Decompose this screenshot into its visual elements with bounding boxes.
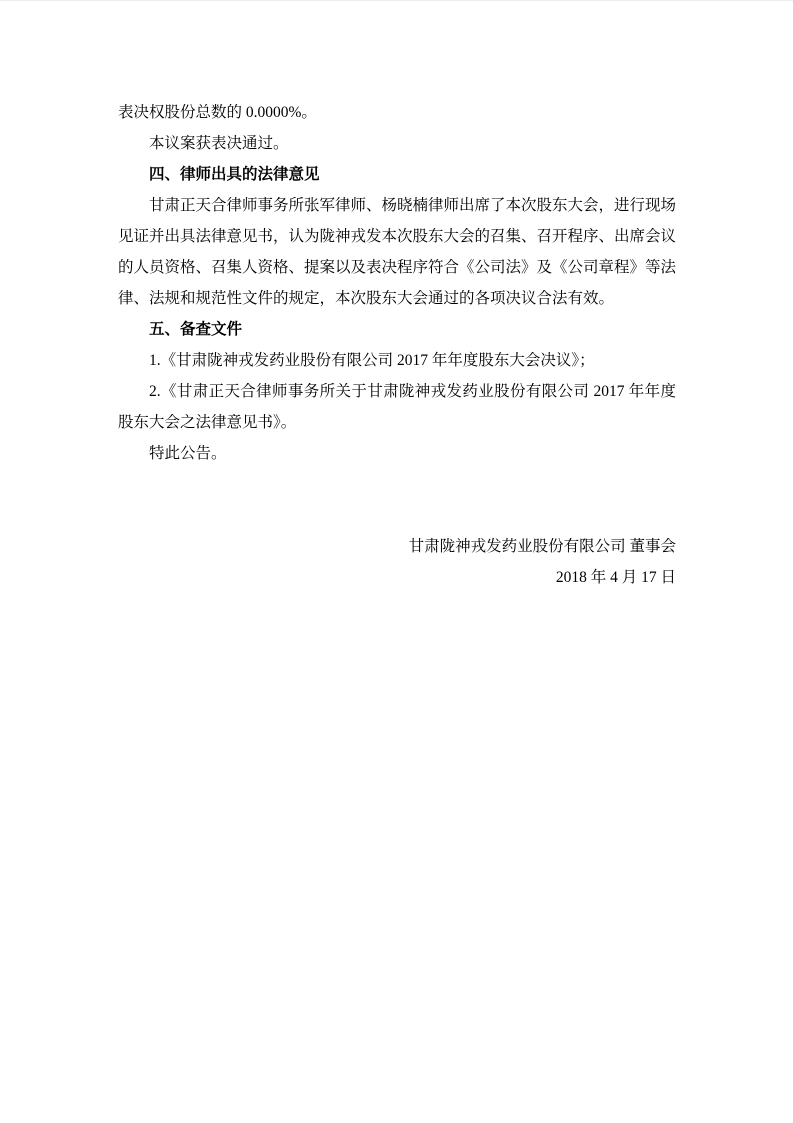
paragraph: 特此公告。 xyxy=(149,445,227,462)
paragraph: 本议案获表决通过。 xyxy=(149,135,289,152)
section-heading: 五、备查文件 xyxy=(149,321,243,338)
document-content xyxy=(118,97,676,593)
signature-block xyxy=(118,531,676,593)
signature-company: 甘肃陇神戎发药业股份有限公司 董事会 xyxy=(408,538,676,555)
paragraph: 1.《甘肃陇神戎发药业股份有限公司 2017 年年度股东大会决议》； xyxy=(149,352,595,369)
paragraph: 表决权股份总数的 0.0000%。 xyxy=(118,104,317,121)
signature-date: 2018 年 4 月 17 日 xyxy=(555,569,676,586)
section-heading: 四、律师出具的法律意见 xyxy=(149,166,320,183)
paragraph: 2.《甘肃正天合律师事务所关于甘肃陇神戎发药业股份有限公司 2017 年年度股东大会之法律意见书》。 xyxy=(118,383,676,431)
paragraph-container xyxy=(118,97,676,469)
paragraph: 甘肃正天合律师事务所张军律师、杨晓楠律师出席了本次股东大会，进行现场见证并出具法律意见书，认为陇神戎发本次股东大会的召集、召开程序、出席会议的人员资格、召集人资格、提案以及表决程序符合《公司法》及《公司章程》等法律、法规和规范性文件的规定，本次股东大会通过的各项决议合法有效。 xyxy=(118,197,677,307)
